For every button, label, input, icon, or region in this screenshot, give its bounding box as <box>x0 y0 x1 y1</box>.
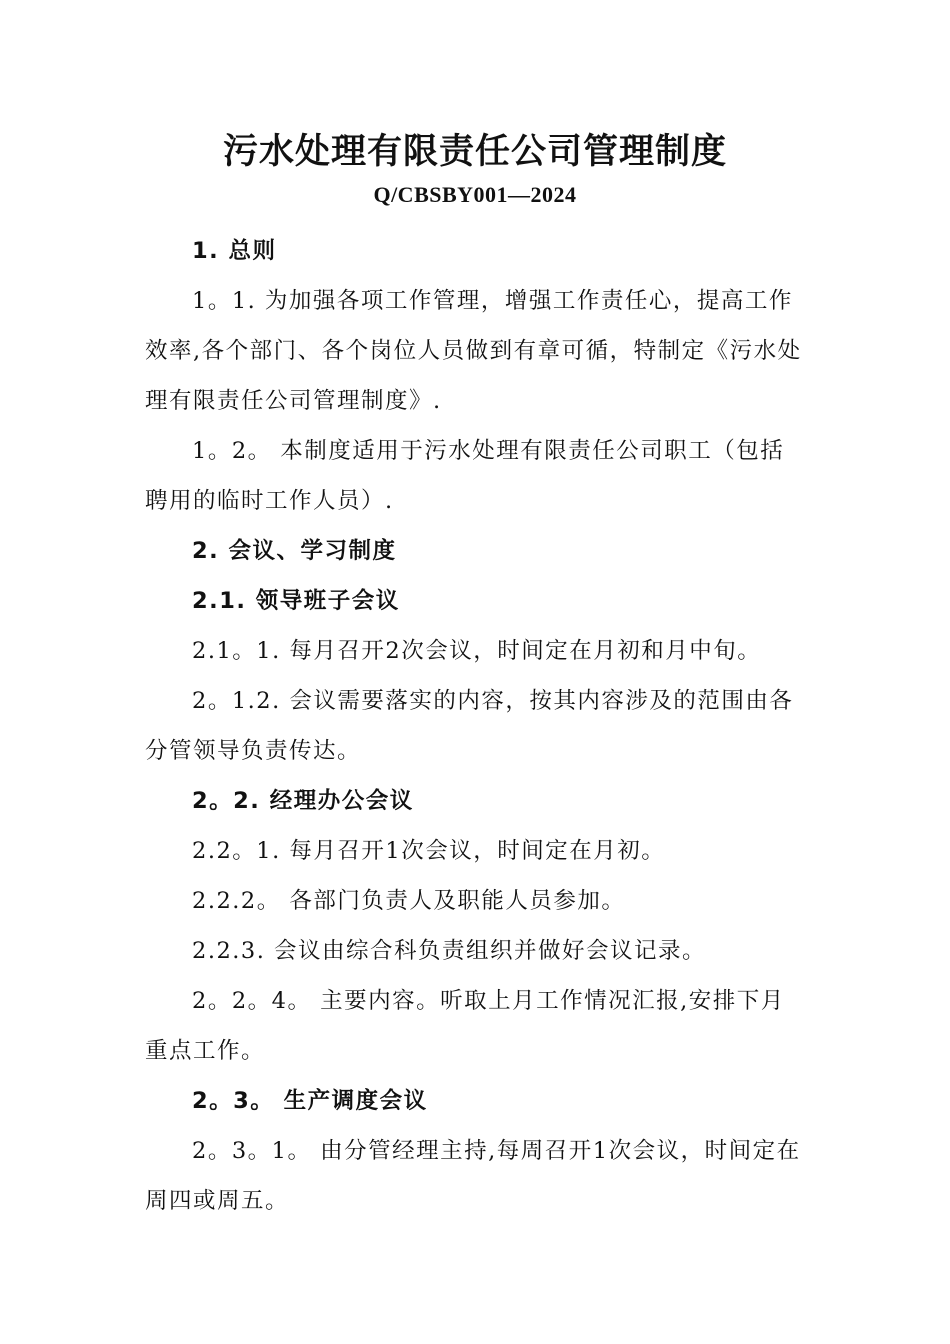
subsection-heading: 2。2. 经理办公会议 <box>192 788 414 814</box>
section-heading: 1. 总则 <box>192 238 277 264</box>
paragraph: 2.2.3. 会议由综合科负责组织并做好会议记录。 <box>192 938 707 964</box>
paragraph: 2。3。1。 由分管经理主持,每周召开1次会议，时间定在周四或周五。 <box>145 1138 801 1214</box>
paragraph: 1。2。 本制度适用于污水处理有限责任公司职工（包括聘用的临时工作人员）. <box>145 438 785 514</box>
document-body <box>145 226 807 1226</box>
paragraph: 1。1. 为加强各项工作管理，增强工作责任心，提高工作效率,各个部门、各个岗位人员做到有章可循，特制定《污水处理有限责任公司管理制度》. <box>145 288 802 414</box>
section-heading: 2. 会议、学习制度 <box>192 538 397 564</box>
paragraph: 2.1。1. 每月召开2次会议，时间定在月初和月中旬。 <box>192 638 762 664</box>
paragraph: 2。1.2. 会议需要落实的内容，按其内容涉及的范围由各分管领导负责传达。 <box>145 688 794 764</box>
paragraph: 2.2。1. 每月召开1次会议，时间定在月初。 <box>192 838 666 864</box>
subsection-heading: 2.1. 领导班子会议 <box>192 588 400 614</box>
subsection-heading: 2。3。 生产调度会议 <box>192 1088 428 1114</box>
document-title: 污水处理有限责任公司管理制度 <box>222 132 727 172</box>
document-code: Q/CBSBY001—2024 <box>373 182 577 207</box>
paragraph: 2。2。4。 主要内容。听取上月工作情况汇报,安排下月重点工作。 <box>145 988 785 1064</box>
paragraph: 2.2.2。 各部门负责人及职能人员参加。 <box>192 888 626 914</box>
